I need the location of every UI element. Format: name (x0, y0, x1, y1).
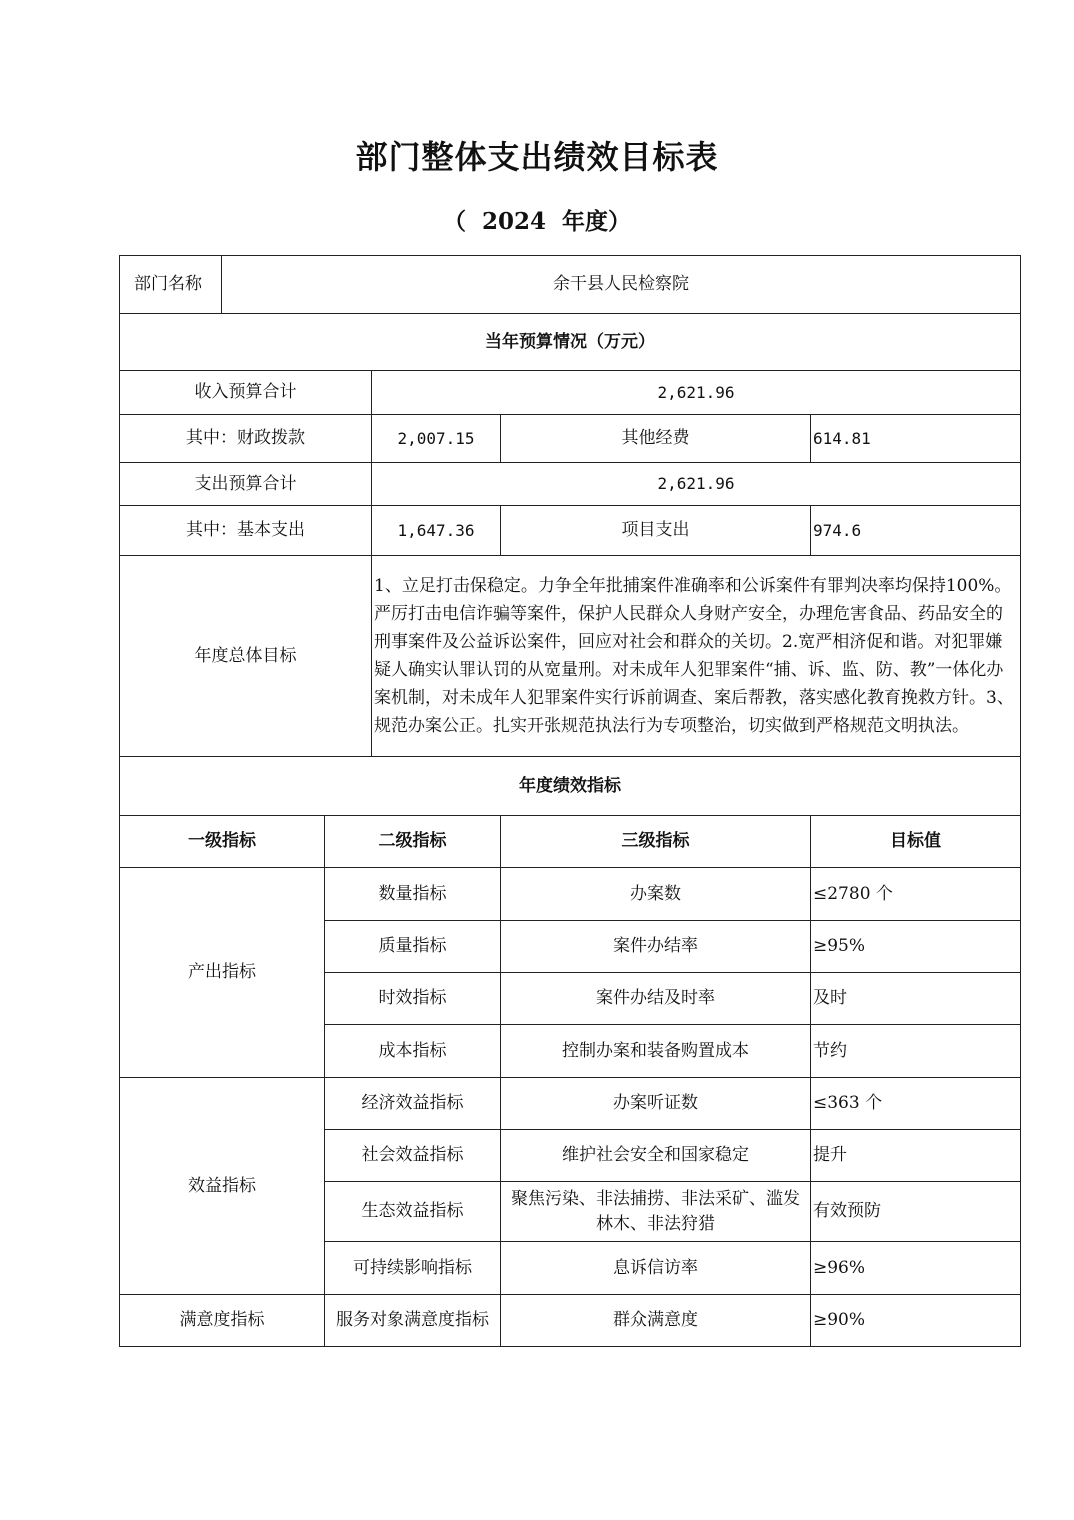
project-label: 项目支出 (501, 506, 811, 556)
performance-target-table (119, 255, 1021, 1347)
budget-section-row (120, 314, 1021, 371)
target-cell: 及时 (811, 973, 1021, 1025)
level2-cell: 数量指标 (325, 868, 501, 921)
perf-section-row (120, 757, 1021, 816)
perf-header-row (120, 816, 1021, 868)
target-cell: ≤2780 个 (811, 868, 1021, 921)
level2-cell: 可持续影响指标 (325, 1242, 501, 1295)
table-row (120, 1295, 1021, 1347)
level2-cell: 成本指标 (325, 1025, 501, 1078)
other-value: 614.81 (811, 415, 1021, 463)
dept-row (120, 256, 1021, 314)
target-cell: ≥95% (811, 921, 1021, 973)
project-value: 974.6 (811, 506, 1021, 556)
expense-total-label: 支出预算合计 (120, 463, 372, 506)
target-cell: ≤363 个 (811, 1078, 1021, 1130)
table-row (120, 1078, 1021, 1130)
header-level2: 二级指标 (325, 816, 501, 868)
level3-cell: 息诉信访率 (501, 1242, 811, 1295)
level2-cell: 时效指标 (325, 973, 501, 1025)
level3-cell: 群众满意度 (501, 1295, 811, 1347)
level1-output: 产出指标 (120, 868, 325, 1078)
level1-benefit: 效益指标 (120, 1078, 325, 1295)
level2-cell: 服务对象满意度指标 (325, 1295, 501, 1347)
annual-goal-row (120, 556, 1021, 757)
level3-cell: 维护社会安全和国家稳定 (501, 1130, 811, 1182)
annual-goal-text: 1、立足打击保稳定。力争全年批捕案件准确率和公诉案件有罪判决率均保持100%。严厉打击电信诈骗等案件，保护人民群众人身财产安全，办理危害食品、药品安全的刑事案件及公益诉讼案件，回应对社会和群众的关切。2.宽严相济促和谐。对犯罪嫌疑人确实认罪认罚的从宽量刑。对未成年人犯罪案件“捕、诉、监、防、教”一体化办案机制，对未成年人犯罪案件实行诉前调查、案后帮教，落实感化教育挽救方针。3、规范办案公正。扎实开张规范执法行为专项整治，切实做到严格规范文明执法。 (372, 556, 1021, 757)
basic-row (120, 506, 1021, 556)
income-total-label: 收入预算合计 (120, 371, 372, 415)
income-total-value: 2,621.96 (372, 371, 1021, 415)
fiscal-value: 2,007.15 (372, 415, 501, 463)
fiscal-row (120, 415, 1021, 463)
header-level1: 一级指标 (120, 816, 325, 868)
dept-label: 部门名称 (120, 256, 222, 314)
perf-section-heading: 年度绩效指标 (120, 757, 1021, 816)
level3-cell: 案件办结率 (501, 921, 811, 973)
target-cell: ≥90% (811, 1295, 1021, 1347)
dept-value: 余干县人民检察院 (222, 256, 1021, 314)
level2-cell: 质量指标 (325, 921, 501, 973)
target-cell: ≥96% (811, 1242, 1021, 1295)
target-cell: 提升 (811, 1130, 1021, 1182)
annual-goal-label: 年度总体目标 (120, 556, 372, 757)
target-cell: 有效预防 (811, 1182, 1021, 1242)
level3-cell: 办案数 (501, 868, 811, 921)
header-target: 目标值 (811, 816, 1021, 868)
level3-cell: 聚焦污染、非法捕捞、非法采矿、滥发林木、非法狩猎 (501, 1182, 811, 1242)
level2-cell: 经济效益指标 (325, 1078, 501, 1130)
year-value: 2024 (481, 208, 546, 235)
basic-label: 其中：基本支出 (120, 506, 372, 556)
expense-total-value: 2,621.96 (372, 463, 1021, 506)
expense-total-row (120, 463, 1021, 506)
level3-cell: 案件办结及时率 (501, 973, 811, 1025)
level2-cell: 生态效益指标 (325, 1182, 501, 1242)
year-suffix: 年度） (562, 208, 632, 235)
level3-cell: 办案听证数 (501, 1078, 811, 1130)
other-label: 其他经费 (501, 415, 811, 463)
fiscal-label: 其中：财政拨款 (120, 415, 372, 463)
level2-cell: 社会效益指标 (325, 1130, 501, 1182)
level1-satisfaction: 满意度指标 (120, 1295, 325, 1347)
header-level3: 三级指标 (501, 816, 811, 868)
income-total-row (120, 371, 1021, 415)
document-title: 部门整体支出绩效目标表 (355, 138, 719, 176)
target-cell: 节约 (811, 1025, 1021, 1078)
year-prefix: （ (442, 208, 466, 235)
table-row (120, 868, 1021, 921)
level3-cell: 控制办案和装备购置成本 (501, 1025, 811, 1078)
document-year-line (0, 203, 1074, 236)
budget-section-heading: 当年预算情况（万元） (120, 314, 1021, 371)
basic-value: 1,647.36 (372, 506, 501, 556)
